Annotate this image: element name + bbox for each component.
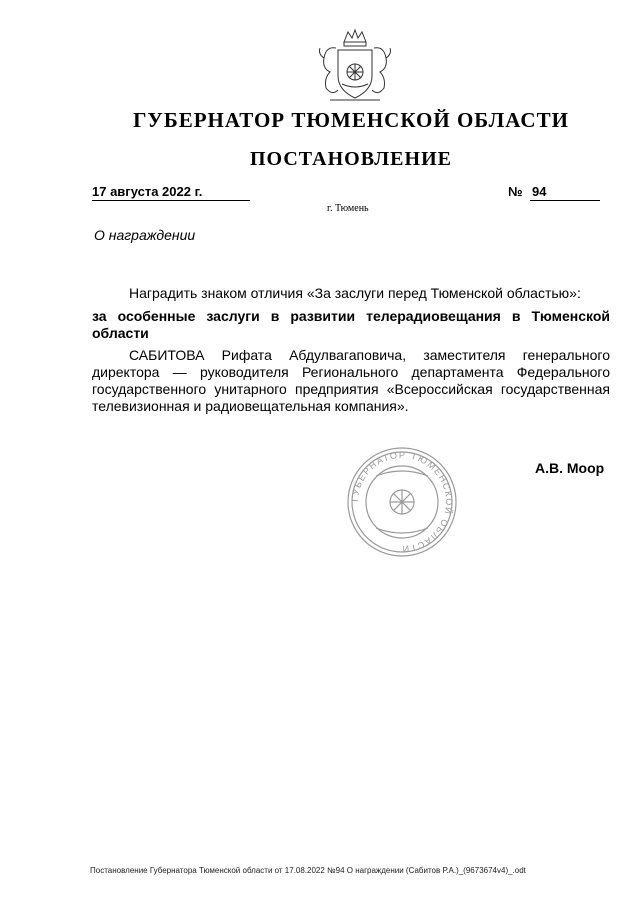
document-subject: О награждении <box>94 227 196 243</box>
org-title: ГУБЕРНАТОР ТЮМЕНСКОЙ ОБЛАСТИ <box>133 108 569 132</box>
seal-text: ГУБЕРНАТОР ТЮМЕНСКОЙ ОБЛАСТИ <box>349 449 455 555</box>
number-value: 94 <box>530 184 600 201</box>
official-seal-icon <box>346 446 458 558</box>
coat-of-arms-icon <box>312 28 398 108</box>
number-sign: № <box>508 184 523 199</box>
award-reason: за особенные заслуги в развитии телерадиовещания в Тюменской области <box>92 308 610 341</box>
awardee-paragraph: САБИТОВА Рифата Абдулвагаповича, заместителя генерального директора — руководителя Регионального департамента Федерального государственного унитарного предприятия «Всероссийская государственная телевизионная и радиовещательная компания». <box>92 347 610 414</box>
award-paragraph: Наградить знаком отличия «За заслуги перед Тюменской областью»: <box>129 285 581 301</box>
document-date: 17 августа 2022 г. <box>92 184 250 201</box>
document-type: ПОСТАНОВЛЕНИЕ <box>250 148 452 170</box>
signer-name: А.В. Моор <box>535 460 605 476</box>
footer-filename: Постановление Губернатора Тюменской области от 17.08.2022 №94 О награждении (Сабитов Р.А.)_(9673674v4)_.odt <box>90 866 526 875</box>
city-label: г. Тюмень <box>327 203 369 214</box>
document-number <box>508 184 604 201</box>
